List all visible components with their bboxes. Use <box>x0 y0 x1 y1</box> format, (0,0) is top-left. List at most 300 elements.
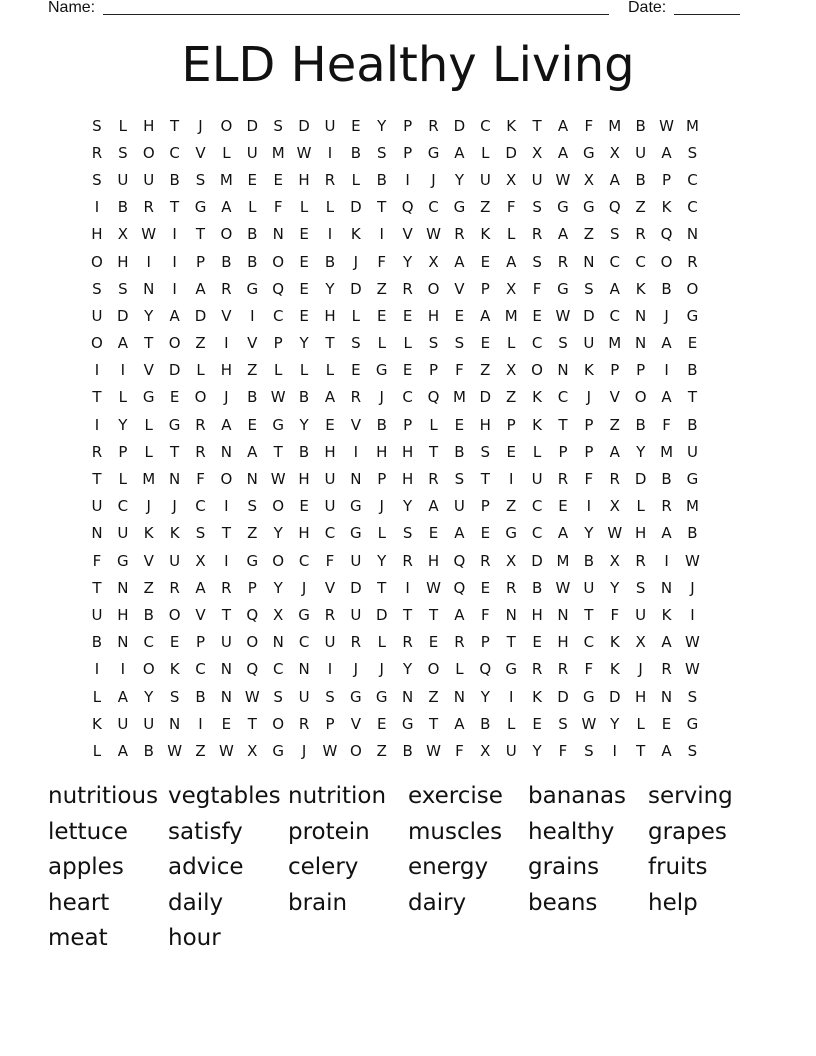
grid-letter[interactable]: H <box>557 633 569 652</box>
grid-letter[interactable]: X <box>428 252 439 271</box>
grid-letter[interactable]: A <box>454 714 465 733</box>
grid-letter[interactable]: W <box>426 741 441 760</box>
grid-letter[interactable]: D <box>194 306 207 325</box>
grid-letter[interactable]: I <box>664 551 669 570</box>
grid-letter[interactable]: K <box>506 116 517 135</box>
grid-letter[interactable]: W <box>685 551 700 570</box>
grid-letter[interactable]: L <box>429 415 438 434</box>
grid-letter[interactable]: N <box>660 687 673 706</box>
grid-letter[interactable]: N <box>272 225 284 244</box>
grid-letter[interactable]: J <box>431 170 436 189</box>
grid-letter[interactable]: B <box>298 388 310 407</box>
grid-letter[interactable]: E <box>377 306 387 325</box>
grid-letter[interactable]: G <box>272 415 284 434</box>
grid-letter[interactable]: P <box>403 415 413 434</box>
grid-letter[interactable]: K <box>532 388 542 407</box>
grid-letter[interactable]: J <box>586 388 592 407</box>
grid-letter[interactable]: O <box>220 470 233 489</box>
grid-letter[interactable]: B <box>687 524 698 543</box>
grid-letter[interactable]: L <box>196 361 205 380</box>
grid-letter[interactable]: P <box>247 578 257 597</box>
grid-letter[interactable]: E <box>351 361 361 380</box>
grid-letter[interactable]: R <box>91 442 103 461</box>
grid-letter[interactable]: O <box>272 551 285 570</box>
grid-letter[interactable]: A <box>221 198 232 217</box>
grid-letter[interactable]: R <box>195 442 206 461</box>
grid-letter[interactable]: H <box>401 442 414 461</box>
grid-letter[interactable]: U <box>531 170 543 189</box>
grid-letter[interactable]: L <box>299 361 309 380</box>
grid-letter[interactable]: T <box>325 334 335 353</box>
grid-letter[interactable]: U <box>169 551 181 570</box>
grid-letter[interactable]: S <box>118 143 128 162</box>
grid-letter[interactable]: U <box>143 170 155 189</box>
grid-letter[interactable]: Y <box>377 116 387 135</box>
grid-letter[interactable]: L <box>118 470 128 489</box>
grid-letter[interactable]: E <box>169 388 180 407</box>
grid-letter[interactable]: B <box>91 633 103 652</box>
grid-letter[interactable]: Z <box>609 415 620 434</box>
grid-letter[interactable]: D <box>375 605 388 624</box>
grid-letter[interactable]: G <box>505 524 517 543</box>
grid-letter[interactable]: S <box>92 170 102 189</box>
grid-letter[interactable]: U <box>324 116 336 135</box>
grid-letter[interactable]: H <box>427 551 440 570</box>
grid-letter[interactable]: S <box>635 578 646 597</box>
grid-letter[interactable]: Q <box>608 198 621 217</box>
grid-letter[interactable]: O <box>91 252 103 271</box>
grid-letter[interactable]: T <box>170 442 180 461</box>
grid-letter[interactable]: E <box>532 714 542 733</box>
grid-letter[interactable]: G <box>686 470 699 489</box>
grid-letter[interactable]: J <box>301 741 307 760</box>
grid-letter[interactable]: C <box>272 660 284 679</box>
grid-letter[interactable]: S <box>195 170 206 189</box>
grid-letter[interactable]: K <box>480 225 491 244</box>
grid-letter[interactable]: U <box>117 714 129 733</box>
grid-letter[interactable]: N <box>143 279 155 298</box>
grid-letter[interactable]: K <box>609 660 620 679</box>
grid-letter[interactable]: I <box>224 497 229 516</box>
grid-letter[interactable]: H <box>635 524 647 543</box>
grid-letter[interactable]: P <box>195 633 206 652</box>
grid-letter[interactable]: S <box>92 116 102 135</box>
grid-letter[interactable]: K <box>169 660 180 679</box>
grid-letter[interactable]: S <box>273 116 283 135</box>
grid-letter[interactable]: H <box>635 687 647 706</box>
grid-letter[interactable]: I <box>405 170 410 189</box>
grid-letter[interactable]: E <box>299 306 309 325</box>
grid-letter[interactable]: U <box>686 442 698 461</box>
grid-letter[interactable]: R <box>557 660 569 679</box>
grid-letter[interactable]: L <box>299 198 309 217</box>
grid-letter[interactable]: Y <box>610 714 620 733</box>
grid-letter[interactable]: P <box>480 633 490 652</box>
grid-letter[interactable]: G <box>298 605 310 624</box>
grid-letter[interactable]: R <box>350 388 362 407</box>
grid-letter[interactable]: T <box>221 605 231 624</box>
grid-letter[interactable]: W <box>555 578 571 597</box>
grid-letter[interactable]: E <box>377 714 387 733</box>
grid-letter[interactable]: V <box>324 578 336 597</box>
grid-letter[interactable]: G <box>350 687 362 706</box>
grid-letter[interactable]: G <box>272 741 284 760</box>
grid-letter[interactable]: K <box>583 361 594 380</box>
grid-letter[interactable]: Y <box>610 578 620 597</box>
grid-letter[interactable]: A <box>609 442 620 461</box>
grid-letter[interactable]: I <box>146 252 151 271</box>
grid-letter[interactable]: R <box>557 470 569 489</box>
grid-letter[interactable]: R <box>221 578 232 597</box>
grid-letter[interactable]: D <box>350 279 362 298</box>
grid-letter[interactable]: W <box>685 633 700 652</box>
grid-letter[interactable]: L <box>325 198 335 217</box>
grid-letter[interactable]: A <box>609 170 620 189</box>
grid-letter[interactable]: T <box>480 470 490 489</box>
grid-letter[interactable]: N <box>220 442 233 461</box>
grid-letter[interactable]: X <box>506 361 517 380</box>
grid-letter[interactable]: R <box>324 605 336 624</box>
grid-letter[interactable]: B <box>117 198 128 217</box>
grid-letter[interactable]: J <box>664 306 669 325</box>
grid-letter[interactable]: G <box>375 687 388 706</box>
grid-letter[interactable]: S <box>558 714 568 733</box>
grid-letter[interactable]: B <box>143 605 154 624</box>
grid-letter[interactable]: S <box>584 279 594 298</box>
grid-letter[interactable]: H <box>376 442 388 461</box>
grid-letter[interactable]: N <box>686 225 699 244</box>
grid-letter[interactable]: W <box>426 578 441 597</box>
grid-letter[interactable]: W <box>141 225 157 244</box>
grid-letter[interactable]: P <box>584 442 594 461</box>
grid-letter[interactable]: M <box>685 497 699 516</box>
grid-letter[interactable]: B <box>531 578 543 597</box>
grid-letter[interactable]: E <box>428 633 439 652</box>
grid-letter[interactable]: J <box>146 497 151 516</box>
grid-letter[interactable]: B <box>350 143 361 162</box>
grid-letter[interactable]: C <box>531 524 543 543</box>
grid-letter[interactable]: G <box>557 279 569 298</box>
grid-letter[interactable]: P <box>403 116 413 135</box>
grid-letter[interactable]: V <box>221 306 232 325</box>
grid-letter[interactable]: R <box>91 143 103 162</box>
grid-letter[interactable]: C <box>428 198 439 217</box>
grid-letter[interactable]: E <box>661 714 672 733</box>
grid-letter[interactable]: O <box>634 388 647 407</box>
grid-letter[interactable]: I <box>405 578 410 597</box>
grid-letter[interactable]: C <box>402 388 413 407</box>
grid-letter[interactable]: R <box>428 470 439 489</box>
grid-letter[interactable]: Y <box>325 279 335 298</box>
grid-letter[interactable]: G <box>401 714 414 733</box>
grid-letter[interactable]: Y <box>403 252 413 271</box>
grid-letter[interactable]: A <box>117 741 128 760</box>
grid-letter[interactable]: A <box>454 524 465 543</box>
grid-letter[interactable]: L <box>455 660 464 679</box>
grid-letter[interactable]: W <box>322 741 338 760</box>
grid-letter[interactable]: C <box>687 198 698 217</box>
grid-letter[interactable]: B <box>635 415 646 434</box>
grid-letter[interactable]: G <box>246 551 259 570</box>
grid-letter[interactable]: R <box>402 633 413 652</box>
grid-letter[interactable]: G <box>117 551 129 570</box>
grid-letter[interactable]: P <box>480 279 490 298</box>
grid-letter[interactable]: W <box>244 687 260 706</box>
grid-letter[interactable]: M <box>685 116 699 135</box>
grid-letter[interactable]: G <box>453 198 466 217</box>
grid-letter[interactable]: Y <box>377 551 387 570</box>
grid-letter[interactable]: Y <box>118 415 128 434</box>
grid-letter[interactable]: U <box>324 497 336 516</box>
grid-letter[interactable]: S <box>325 687 335 706</box>
grid-letter[interactable]: U <box>453 497 465 516</box>
grid-letter[interactable]: Q <box>401 198 414 217</box>
grid-letter[interactable]: O <box>168 605 181 624</box>
grid-letter[interactable]: N <box>246 470 258 489</box>
grid-letter[interactable]: C <box>583 633 595 652</box>
grid-letter[interactable]: T <box>687 388 698 407</box>
grid-letter[interactable]: G <box>194 198 207 217</box>
grid-letter[interactable]: Q <box>272 279 285 298</box>
grid-letter[interactable]: E <box>247 170 258 189</box>
grid-letter[interactable]: E <box>325 415 335 434</box>
grid-letter[interactable]: L <box>92 687 102 706</box>
grid-letter[interactable]: B <box>376 415 387 434</box>
grid-letter[interactable]: D <box>246 116 259 135</box>
grid-letter[interactable]: I <box>120 361 126 380</box>
grid-letter[interactable]: A <box>661 388 672 407</box>
grid-letter[interactable]: N <box>117 633 129 652</box>
grid-letter[interactable]: R <box>402 551 413 570</box>
grid-letter[interactable]: A <box>195 578 206 597</box>
grid-letter[interactable]: U <box>324 470 336 489</box>
grid-letter[interactable]: T <box>558 415 568 434</box>
grid-letter[interactable]: G <box>583 687 595 706</box>
grid-letter[interactable]: P <box>273 334 283 353</box>
grid-letter[interactable]: L <box>118 388 128 407</box>
grid-letter[interactable]: V <box>143 551 154 570</box>
grid-letter[interactable]: B <box>402 741 413 760</box>
grid-letter[interactable]: L <box>507 225 516 244</box>
grid-letter[interactable]: T <box>377 578 387 597</box>
grid-letter[interactable]: A <box>454 605 465 624</box>
grid-letter[interactable]: H <box>298 524 310 543</box>
grid-letter[interactable]: R <box>195 415 206 434</box>
grid-letter[interactable]: L <box>325 361 335 380</box>
grid-letter[interactable]: J <box>198 116 203 135</box>
grid-letter[interactable]: J <box>379 660 384 679</box>
grid-letter[interactable]: P <box>610 361 620 380</box>
grid-letter[interactable]: B <box>635 170 646 189</box>
grid-letter[interactable]: P <box>636 361 646 380</box>
grid-letter[interactable]: D <box>531 551 543 570</box>
grid-letter[interactable]: L <box>507 334 516 353</box>
grid-letter[interactable]: Q <box>453 578 466 597</box>
grid-letter[interactable]: N <box>402 687 414 706</box>
grid-letter[interactable]: H <box>220 361 233 380</box>
grid-letter[interactable]: R <box>531 660 543 679</box>
grid-letter[interactable]: I <box>327 225 333 244</box>
grid-letter[interactable]: U <box>298 687 310 706</box>
grid-letter[interactable]: Y <box>273 524 283 543</box>
grid-letter[interactable]: Y <box>532 741 542 760</box>
grid-letter[interactable]: R <box>454 633 465 652</box>
grid-letter[interactable]: I <box>224 334 229 353</box>
grid-letter[interactable]: Y <box>144 687 154 706</box>
grid-letter[interactable]: S <box>402 524 413 543</box>
grid-letter[interactable]: F <box>455 741 464 760</box>
grid-letter[interactable]: L <box>636 497 645 516</box>
grid-letter[interactable]: T <box>636 741 646 760</box>
grid-letter[interactable]: A <box>506 252 517 271</box>
grid-letter[interactable]: T <box>506 633 516 652</box>
grid-letter[interactable]: N <box>350 470 362 489</box>
grid-letter[interactable]: W <box>426 225 441 244</box>
grid-letter[interactable]: U <box>117 524 129 543</box>
grid-letter[interactable]: L <box>351 170 361 189</box>
grid-letter[interactable]: O <box>194 388 207 407</box>
grid-letter[interactable]: E <box>402 361 413 380</box>
grid-letter[interactable]: T <box>428 605 439 624</box>
grid-letter[interactable]: T <box>92 388 102 407</box>
grid-letter[interactable]: T <box>144 334 154 353</box>
grid-letter[interactable]: Z <box>480 198 491 217</box>
grid-letter[interactable]: A <box>454 143 465 162</box>
grid-letter[interactable]: B <box>376 170 387 189</box>
grid-letter[interactable]: W <box>659 116 674 135</box>
grid-letter[interactable]: P <box>377 470 387 489</box>
grid-letter[interactable]: U <box>350 551 362 570</box>
grid-letter[interactable]: V <box>609 388 620 407</box>
grid-letter[interactable]: H <box>401 470 414 489</box>
grid-letter[interactable]: S <box>687 143 698 162</box>
grid-letter[interactable]: I <box>353 442 359 461</box>
grid-letter[interactable]: F <box>506 198 516 217</box>
grid-letter[interactable]: K <box>350 225 361 244</box>
grid-letter[interactable]: I <box>94 361 100 380</box>
grid-letter[interactable]: N <box>453 687 466 706</box>
grid-letter[interactable]: Z <box>506 388 517 407</box>
grid-letter[interactable]: V <box>402 225 413 244</box>
grid-letter[interactable]: E <box>247 415 258 434</box>
grid-letter[interactable]: X <box>635 633 646 652</box>
grid-letter[interactable]: A <box>557 143 569 162</box>
grid-letter[interactable]: S <box>428 334 439 353</box>
grid-letter[interactable]: G <box>583 143 595 162</box>
grid-letter[interactable]: L <box>481 143 490 162</box>
grid-letter[interactable]: U <box>479 170 491 189</box>
grid-letter[interactable]: E <box>454 306 465 325</box>
grid-letter[interactable]: F <box>92 551 102 570</box>
grid-letter[interactable]: A <box>661 143 672 162</box>
grid-letter[interactable]: O <box>427 660 440 679</box>
grid-letter[interactable]: Z <box>195 334 206 353</box>
grid-letter[interactable]: X <box>273 605 284 624</box>
grid-letter[interactable]: X <box>609 143 620 162</box>
grid-letter[interactable]: G <box>168 415 181 434</box>
grid-letter[interactable]: Z <box>376 741 387 760</box>
grid-letter[interactable]: J <box>353 660 359 679</box>
grid-letter[interactable]: F <box>455 361 464 380</box>
grid-letter[interactable]: V <box>350 415 361 434</box>
grid-letter[interactable]: Z <box>247 524 258 543</box>
grid-letter[interactable]: N <box>298 660 310 679</box>
grid-letter[interactable]: D <box>557 687 569 706</box>
grid-letter[interactable]: I <box>172 225 177 244</box>
grid-letter[interactable]: O <box>349 741 362 760</box>
grid-letter[interactable]: G <box>557 198 569 217</box>
grid-letter[interactable]: E <box>480 334 491 353</box>
grid-letter[interactable]: I <box>612 741 617 760</box>
grid-letter[interactable]: T <box>273 442 283 461</box>
grid-letter[interactable]: E <box>299 497 309 516</box>
grid-letter[interactable]: I <box>690 605 695 624</box>
grid-letter[interactable]: H <box>324 306 336 325</box>
grid-letter[interactable]: U <box>220 633 232 652</box>
grid-letter[interactable]: O <box>220 116 233 135</box>
grid-letter[interactable]: J <box>690 578 695 597</box>
grid-letter[interactable]: O <box>91 334 103 353</box>
grid-letter[interactable]: G <box>583 198 595 217</box>
grid-letter[interactable]: I <box>172 279 177 298</box>
grid-letter[interactable]: Y <box>584 524 594 543</box>
grid-letter[interactable]: U <box>350 605 362 624</box>
grid-letter[interactable]: A <box>557 524 569 543</box>
grid-letter[interactable]: M <box>608 334 622 353</box>
grid-letter[interactable]: S <box>558 334 568 353</box>
grid-letter[interactable]: P <box>558 442 568 461</box>
grid-letter[interactable]: X <box>195 551 206 570</box>
grid-letter[interactable]: B <box>247 225 258 244</box>
grid-letter[interactable]: B <box>298 442 310 461</box>
grid-letter[interactable]: T <box>92 578 102 597</box>
grid-letter[interactable]: G <box>350 497 362 516</box>
grid-letter[interactable]: S <box>687 687 698 706</box>
grid-letter[interactable]: S <box>480 442 491 461</box>
grid-letter[interactable]: M <box>556 551 570 570</box>
grid-letter[interactable]: P <box>429 361 439 380</box>
grid-letter[interactable]: B <box>195 687 206 706</box>
grid-letter[interactable]: K <box>661 198 672 217</box>
grid-letter[interactable]: B <box>454 442 465 461</box>
grid-letter[interactable]: X <box>506 551 517 570</box>
grid-letter[interactable]: B <box>687 361 698 380</box>
grid-letter[interactable]: B <box>583 551 595 570</box>
grid-letter[interactable]: U <box>143 714 155 733</box>
grid-letter[interactable]: T <box>247 714 257 733</box>
grid-letter[interactable]: M <box>271 143 285 162</box>
grid-letter[interactable]: J <box>379 497 384 516</box>
grid-letter[interactable]: L <box>403 334 412 353</box>
grid-letter[interactable]: W <box>270 470 286 489</box>
grid-letter[interactable]: S <box>454 334 465 353</box>
grid-letter[interactable]: E <box>169 633 180 652</box>
grid-letter[interactable]: N <box>583 252 595 271</box>
grid-letter[interactable]: I <box>379 225 384 244</box>
grid-letter[interactable]: E <box>299 252 309 271</box>
grid-letter[interactable]: N <box>660 578 673 597</box>
grid-letter[interactable]: A <box>661 633 672 652</box>
grid-letter[interactable]: I <box>250 306 255 325</box>
grid-letter[interactable]: E <box>428 524 439 543</box>
grid-letter[interactable]: G <box>686 306 699 325</box>
grid-letter[interactable]: K <box>661 605 672 624</box>
grid-letter[interactable]: F <box>196 470 205 489</box>
grid-letter[interactable]: I <box>224 551 229 570</box>
grid-letter[interactable]: G <box>505 660 517 679</box>
grid-letter[interactable]: Y <box>299 334 309 353</box>
grid-letter[interactable]: E <box>351 116 361 135</box>
